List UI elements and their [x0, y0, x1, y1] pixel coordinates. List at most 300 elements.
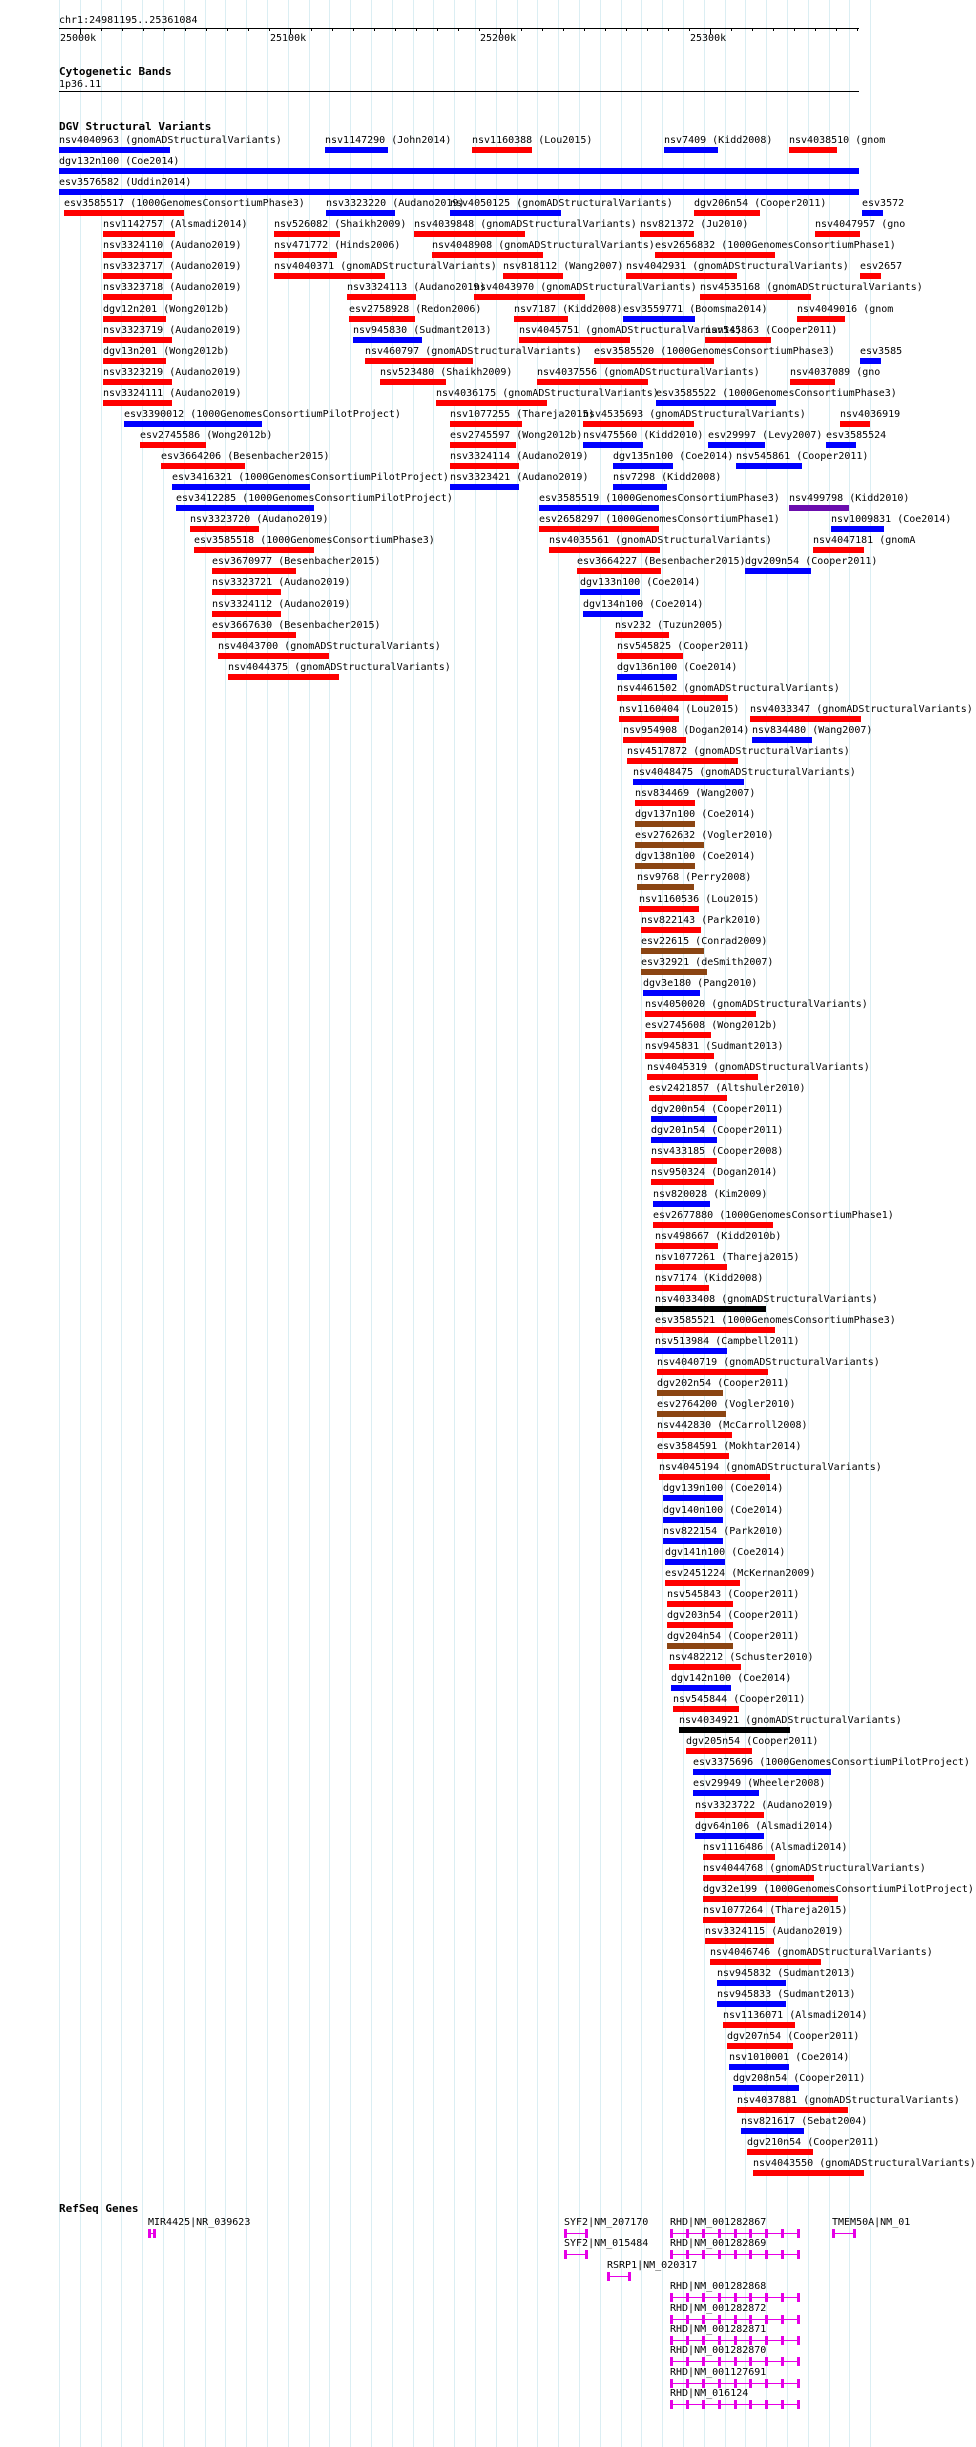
- variant-label[interactable]: nsv4040719 (gnomADStructuralVariants): [657, 1357, 880, 1368]
- variant-label[interactable]: nsv4043970 (gnomADStructuralVariants): [474, 282, 697, 293]
- variant-label[interactable]: nsv1077261 (Thareja2015): [655, 1252, 800, 1263]
- variant-bar[interactable]: [59, 168, 859, 174]
- gene-exon[interactable]: [797, 2229, 800, 2238]
- variant-bar[interactable]: [212, 568, 296, 574]
- variant-label[interactable]: nsv1116486 (Alsmadi2014): [703, 1842, 848, 1853]
- variant-label[interactable]: esv2758928 (Redon2006): [349, 304, 482, 315]
- variant-label[interactable]: dgv64n106 (Alsmadi2014): [695, 1821, 834, 1832]
- variant-label[interactable]: nsv475560 (Kidd2010): [583, 430, 704, 441]
- variant-label[interactable]: nsv820028 (Kim2009): [653, 1189, 768, 1200]
- variant-bar[interactable]: [326, 210, 395, 216]
- gene-exon[interactable]: [702, 2293, 705, 2302]
- variant-bar[interactable]: [700, 294, 811, 300]
- variant-bar[interactable]: [617, 674, 677, 680]
- variant-label[interactable]: nsv498667 (Kidd2010b): [655, 1231, 782, 1242]
- variant-label[interactable]: esv3375696 (1000GenomesConsortiumPilotProject): [693, 1757, 970, 1768]
- gene-exon[interactable]: [686, 2400, 689, 2409]
- variant-bar[interactable]: [103, 400, 172, 406]
- variant-label[interactable]: nsv1010001 (Coe2014): [729, 2052, 850, 2063]
- variant-bar[interactable]: [737, 2107, 848, 2113]
- variant-label[interactable]: nsv818112 (Wang2007): [503, 261, 624, 272]
- variant-bar[interactable]: [703, 1854, 775, 1860]
- variant-label[interactable]: nsv4040963 (gnomADStructuralVariants): [59, 135, 282, 146]
- variant-bar[interactable]: [727, 2043, 793, 2049]
- gene-exon[interactable]: [670, 2357, 673, 2366]
- gene-exon[interactable]: [781, 2400, 784, 2409]
- gene-exon[interactable]: [734, 2357, 737, 2366]
- variant-bar[interactable]: [140, 442, 206, 448]
- variant-label[interactable]: esv3585524: [826, 430, 887, 441]
- variant-label[interactable]: nsv4517872 (gnomADStructuralVariants): [627, 746, 850, 757]
- variant-label[interactable]: nsv4049016 (gnom: [797, 304, 894, 315]
- gene-exon[interactable]: [718, 2315, 721, 2324]
- variant-bar[interactable]: [59, 147, 170, 153]
- gene-exon[interactable]: [749, 2293, 752, 2302]
- gene-exon[interactable]: [670, 2379, 673, 2388]
- gene-exon[interactable]: [670, 2293, 673, 2302]
- variant-label[interactable]: nsv4042931 (gnomADStructuralVariants): [626, 261, 849, 272]
- gene-exon[interactable]: [797, 2250, 800, 2259]
- variant-bar[interactable]: [655, 1285, 709, 1291]
- variant-bar[interactable]: [789, 147, 837, 153]
- variant-label[interactable]: nsv834469 (Wang2007): [635, 788, 756, 799]
- variant-bar[interactable]: [583, 442, 643, 448]
- variant-bar[interactable]: [450, 484, 519, 490]
- variant-bar[interactable]: [665, 1559, 725, 1565]
- variant-label[interactable]: esv2421857 (Altshuler2010): [649, 1083, 806, 1094]
- variant-bar[interactable]: [635, 821, 695, 827]
- variant-bar[interactable]: [450, 463, 519, 469]
- gene-exon[interactable]: [765, 2293, 768, 2302]
- variant-label[interactable]: nsv4461502 (gnomADStructuralVariants): [617, 683, 840, 694]
- variant-bar[interactable]: [103, 294, 172, 300]
- gene-exon[interactable]: [718, 2357, 721, 2366]
- variant-bar[interactable]: [645, 1053, 714, 1059]
- variant-label[interactable]: nsv1077264 (Thareja2015): [703, 1905, 848, 1916]
- variant-bar[interactable]: [633, 779, 744, 785]
- variant-label[interactable]: nsv4043700 (gnomADStructuralVariants): [218, 641, 441, 652]
- variant-bar[interactable]: [679, 1727, 790, 1733]
- variant-label[interactable]: esv22615 (Conrad2009): [641, 936, 768, 947]
- variant-label[interactable]: nsv4034921 (gnomADStructuralVariants): [679, 1715, 902, 1726]
- variant-label[interactable]: nsv834480 (Wang2007): [752, 725, 873, 736]
- variant-bar[interactable]: [103, 252, 172, 258]
- variant-bar[interactable]: [736, 463, 802, 469]
- variant-label[interactable]: nsv822154 (Park2010): [663, 1526, 784, 1537]
- gene-exon[interactable]: [734, 2315, 737, 2324]
- variant-label[interactable]: nsv545844 (Cooper2011): [673, 1694, 806, 1705]
- variant-label[interactable]: nsv1160536 (Lou2015): [639, 894, 760, 905]
- variant-label[interactable]: dgv206n54 (Cooper2011): [694, 198, 827, 209]
- variant-label[interactable]: esv32921 (deSmith2007): [641, 957, 774, 968]
- variant-bar[interactable]: [797, 316, 845, 322]
- gene-exon[interactable]: [749, 2336, 752, 2345]
- variant-bar[interactable]: [667, 1622, 733, 1628]
- gene-label[interactable]: RHD|NM_001282872: [670, 2303, 767, 2314]
- variant-label[interactable]: esv2745597 (Wong2012b): [450, 430, 583, 441]
- variant-bar[interactable]: [657, 1369, 768, 1375]
- variant-bar[interactable]: [212, 611, 281, 617]
- variant-bar[interactable]: [663, 1538, 723, 1544]
- variant-bar[interactable]: [347, 294, 416, 300]
- variant-bar[interactable]: [274, 273, 385, 279]
- variant-bar[interactable]: [643, 990, 700, 996]
- variant-label[interactable]: nsv4050125 (gnomADStructuralVariants): [450, 198, 673, 209]
- variant-label[interactable]: nsv821617 (Sebat2004): [741, 2116, 868, 2127]
- variant-bar[interactable]: [549, 547, 660, 553]
- variant-label[interactable]: dgv140n100 (Coe2014): [663, 1505, 784, 1516]
- variant-bar[interactable]: [450, 421, 522, 427]
- variant-label[interactable]: nsv3323722 (Audano2019): [695, 1800, 834, 1811]
- variant-label[interactable]: dgv208n54 (Cooper2011): [733, 2073, 866, 2084]
- gene-label[interactable]: SYF2|NM_015484: [564, 2238, 649, 2249]
- gene-exon[interactable]: [765, 2250, 768, 2259]
- variant-label[interactable]: nsv1136071 (Alsmadi2014): [723, 2010, 868, 2021]
- variant-bar[interactable]: [686, 1748, 752, 1754]
- gene-label[interactable]: RSRP1|NM_020317: [607, 2260, 698, 2271]
- variant-bar[interactable]: [657, 1453, 729, 1459]
- variant-bar[interactable]: [103, 379, 172, 385]
- variant-bar[interactable]: [619, 716, 679, 722]
- variant-bar[interactable]: [537, 379, 648, 385]
- variant-label[interactable]: nsv3323220 (Audano2019): [326, 198, 465, 209]
- variant-label[interactable]: nsv545825 (Cooper2011): [617, 641, 750, 652]
- variant-label[interactable]: nsv3323219 (Audano2019): [103, 367, 242, 378]
- variant-bar[interactable]: [474, 294, 585, 300]
- variant-bar[interactable]: [103, 337, 172, 343]
- variant-bar[interactable]: [653, 1201, 710, 1207]
- variant-bar[interactable]: [617, 695, 728, 701]
- variant-label[interactable]: dgv210n54 (Cooper2011): [747, 2137, 880, 2148]
- gene-exon[interactable]: [585, 2250, 588, 2259]
- variant-bar[interactable]: [580, 589, 640, 595]
- variant-label[interactable]: dgv135n100 (Coe2014): [613, 451, 734, 462]
- variant-label[interactable]: nsv232 (Tuzun2005): [615, 620, 724, 631]
- variant-label[interactable]: nsv4535693 (gnomADStructuralVariants): [583, 409, 806, 420]
- variant-label[interactable]: dgv209n54 (Cooper2011): [745, 556, 878, 567]
- variant-bar[interactable]: [472, 147, 532, 153]
- variant-bar[interactable]: [635, 863, 695, 869]
- variant-bar[interactable]: [436, 400, 547, 406]
- gene-exon[interactable]: [702, 2379, 705, 2388]
- variant-bar[interactable]: [503, 273, 563, 279]
- gene-exon[interactable]: [686, 2229, 689, 2238]
- variant-label[interactable]: esv2745608 (Wong2012b): [645, 1020, 778, 1031]
- variant-label[interactable]: dgv205n54 (Cooper2011): [686, 1736, 819, 1747]
- variant-bar[interactable]: [450, 442, 516, 448]
- variant-label[interactable]: esv3585518 (1000GenomesConsortiumPhase3): [194, 535, 435, 546]
- gene-exon[interactable]: [749, 2379, 752, 2388]
- variant-label[interactable]: nsv3323721 (Audano2019): [212, 577, 351, 588]
- variant-label[interactable]: nsv442830 (McCarroll2008): [657, 1420, 808, 1431]
- gene-label[interactable]: RHD|NM_001282871: [670, 2324, 767, 2335]
- gene-exon[interactable]: [765, 2336, 768, 2345]
- variant-label[interactable]: nsv1160404 (Lou2015): [619, 704, 740, 715]
- variant-bar[interactable]: [218, 653, 329, 659]
- gene-exon[interactable]: [628, 2272, 631, 2281]
- variant-bar[interactable]: [831, 526, 884, 532]
- variant-label[interactable]: nsv822143 (Park2010): [641, 915, 762, 926]
- variant-bar[interactable]: [651, 1158, 717, 1164]
- variant-label[interactable]: esv3412285 (1000GenomesConsortiumPilotProject): [176, 493, 453, 504]
- variant-bar[interactable]: [539, 526, 659, 532]
- variant-bar[interactable]: [583, 421, 694, 427]
- variant-label[interactable]: nsv4033408 (gnomADStructuralVariants): [655, 1294, 878, 1305]
- variant-bar[interactable]: [860, 273, 881, 279]
- variant-bar[interactable]: [790, 379, 835, 385]
- variant-label[interactable]: esv3584591 (Mokhtar2014): [657, 1441, 802, 1452]
- gene-exon[interactable]: [734, 2379, 737, 2388]
- variant-bar[interactable]: [450, 210, 561, 216]
- gene-exon[interactable]: [734, 2336, 737, 2345]
- variant-bar[interactable]: [789, 505, 849, 511]
- variant-bar[interactable]: [695, 1833, 764, 1839]
- gene-exon[interactable]: [749, 2250, 752, 2259]
- variant-label[interactable]: nsv499798 (Kidd2010): [789, 493, 910, 504]
- variant-bar[interactable]: [750, 716, 861, 722]
- variant-bar[interactable]: [673, 1706, 739, 1712]
- gene-exon[interactable]: [718, 2293, 721, 2302]
- gene-exon[interactable]: [797, 2400, 800, 2409]
- variant-label[interactable]: nsv4037556 (gnomADStructuralVariants): [537, 367, 760, 378]
- variant-bar[interactable]: [647, 1074, 758, 1080]
- gene-exon[interactable]: [734, 2293, 737, 2302]
- gene-exon[interactable]: [686, 2315, 689, 2324]
- variant-bar[interactable]: [667, 1643, 733, 1649]
- variant-bar[interactable]: [705, 337, 771, 343]
- variant-bar[interactable]: [655, 1243, 718, 1249]
- gene-exon[interactable]: [765, 2315, 768, 2324]
- gene-exon[interactable]: [686, 2293, 689, 2302]
- variant-label[interactable]: nsv4044375 (gnomADStructuralVariants): [228, 662, 451, 673]
- variant-bar[interactable]: [353, 337, 422, 343]
- variant-label[interactable]: dgv32e199 (1000GenomesConsortiumPilotProject): [703, 1884, 974, 1895]
- variant-bar[interactable]: [645, 1032, 711, 1038]
- gene-exon[interactable]: [718, 2229, 721, 2238]
- gene-exon[interactable]: [702, 2336, 705, 2345]
- variant-label[interactable]: nsv9768 (Perry2008): [637, 872, 752, 883]
- variant-bar[interactable]: [745, 568, 811, 574]
- variant-bar[interactable]: [655, 1264, 727, 1270]
- variant-label[interactable]: nsv4039848 (gnomADStructuralVariants): [414, 219, 637, 230]
- gene-exon[interactable]: [670, 2315, 673, 2324]
- gene-exon[interactable]: [734, 2250, 737, 2259]
- variant-bar[interactable]: [840, 421, 870, 427]
- gene-exon[interactable]: [797, 2293, 800, 2302]
- gene-exon[interactable]: [718, 2379, 721, 2388]
- variant-bar[interactable]: [747, 2149, 813, 2155]
- variant-label[interactable]: nsv945833 (Sudmant2013): [717, 1989, 856, 2000]
- variant-bar[interactable]: [729, 2064, 789, 2070]
- variant-bar[interactable]: [176, 505, 314, 511]
- variant-label[interactable]: dgv207n54 (Cooper2011): [727, 2031, 860, 2042]
- variant-label[interactable]: nsv4036919: [840, 409, 901, 420]
- variant-label[interactable]: nsv4045319 (gnomADStructuralVariants): [647, 1062, 870, 1073]
- gene-exon[interactable]: [607, 2272, 610, 2281]
- variant-bar[interactable]: [649, 1095, 727, 1101]
- variant-bar[interactable]: [325, 147, 388, 153]
- gene-exon[interactable]: [781, 2315, 784, 2324]
- variant-label[interactable]: dgv202n54 (Cooper2011): [657, 1378, 790, 1389]
- gene-exon[interactable]: [702, 2229, 705, 2238]
- variant-label[interactable]: esv29997 (Levy2007): [708, 430, 823, 441]
- variant-bar[interactable]: [365, 358, 473, 364]
- variant-label[interactable]: esv3585521 (1000GenomesConsortiumPhase3): [655, 1315, 896, 1326]
- variant-bar[interactable]: [641, 969, 707, 975]
- variant-label[interactable]: nsv3323718 (Audano2019): [103, 282, 242, 293]
- variant-label[interactable]: nsv3324115 (Audano2019): [705, 1926, 844, 1937]
- gene-exon[interactable]: [781, 2336, 784, 2345]
- variant-bar[interactable]: [577, 568, 661, 574]
- variant-bar[interactable]: [637, 884, 694, 890]
- gene-exon[interactable]: [749, 2315, 752, 2324]
- variant-bar[interactable]: [623, 316, 695, 322]
- gene-exon[interactable]: [832, 2229, 835, 2238]
- variant-label[interactable]: nsv4036175 (gnomADStructuralVariants): [436, 388, 659, 399]
- variant-bar[interactable]: [862, 210, 883, 216]
- variant-bar[interactable]: [655, 252, 775, 258]
- variant-label[interactable]: dgv136n100 (Coe2014): [617, 662, 738, 673]
- variant-bar[interactable]: [717, 1980, 786, 1986]
- variant-bar[interactable]: [539, 505, 659, 511]
- variant-bar[interactable]: [753, 2170, 864, 2176]
- gene-exon[interactable]: [781, 2229, 784, 2238]
- variant-label[interactable]: nsv4040371 (gnomADStructuralVariants): [274, 261, 497, 272]
- variant-label[interactable]: dgv204n54 (Cooper2011): [667, 1631, 800, 1642]
- gene-exon[interactable]: [718, 2400, 721, 2409]
- variant-bar[interactable]: [693, 1769, 831, 1775]
- variant-label[interactable]: esv2762632 (Vogler2010): [635, 830, 774, 841]
- variant-bar[interactable]: [212, 632, 296, 638]
- variant-label[interactable]: nsv471772 (Hinds2006): [274, 240, 401, 251]
- gene-exon[interactable]: [564, 2250, 567, 2259]
- variant-label[interactable]: esv2656832 (1000GenomesConsortiumPhase1): [655, 240, 896, 251]
- variant-bar[interactable]: [723, 2022, 795, 2028]
- gene-exon[interactable]: [749, 2400, 752, 2409]
- gene-exon[interactable]: [670, 2400, 673, 2409]
- variant-bar[interactable]: [190, 526, 259, 532]
- gene-exon[interactable]: [765, 2357, 768, 2366]
- variant-label[interactable]: nsv821372 (Ju2010): [640, 219, 749, 230]
- variant-label[interactable]: nsv945832 (Sudmant2013): [717, 1968, 856, 1979]
- variant-label[interactable]: esv2657: [860, 261, 903, 272]
- variant-bar[interactable]: [274, 252, 337, 258]
- gene-label[interactable]: SYF2|NM_207170: [564, 2217, 649, 2228]
- variant-bar[interactable]: [349, 316, 415, 322]
- variant-label[interactable]: dgv134n100 (Coe2014): [583, 599, 704, 610]
- gene-exon[interactable]: [797, 2379, 800, 2388]
- variant-label[interactable]: nsv513984 (Campbell2011): [655, 1336, 800, 1347]
- variant-label[interactable]: nsv4048908 (gnomADStructuralVariants): [432, 240, 655, 251]
- variant-bar[interactable]: [623, 737, 686, 743]
- variant-bar[interactable]: [172, 484, 310, 490]
- variant-bar[interactable]: [641, 927, 701, 933]
- variant-label[interactable]: nsv3323720 (Audano2019): [190, 514, 329, 525]
- variant-label[interactable]: dgv137n100 (Coe2014): [635, 809, 756, 820]
- variant-bar[interactable]: [657, 1390, 723, 1396]
- variant-bar[interactable]: [414, 231, 525, 237]
- variant-label[interactable]: dgv200n54 (Cooper2011): [651, 1104, 784, 1115]
- variant-bar[interactable]: [212, 589, 281, 595]
- gene-exon[interactable]: [797, 2336, 800, 2345]
- gene-label[interactable]: RHD|NM_001282870: [670, 2345, 767, 2356]
- variant-bar[interactable]: [710, 1959, 821, 1965]
- variant-bar[interactable]: [626, 273, 737, 279]
- variant-label[interactable]: nsv4047181 (gnomA: [813, 535, 916, 546]
- variant-bar[interactable]: [860, 358, 881, 364]
- variant-bar[interactable]: [703, 1875, 814, 1881]
- variant-bar[interactable]: [645, 1011, 756, 1017]
- variant-label[interactable]: esv3667630 (Besenbacher2015): [212, 620, 381, 631]
- gene-exon[interactable]: [148, 2229, 151, 2238]
- variant-label[interactable]: nsv3324112 (Audano2019): [212, 599, 351, 610]
- gene-label[interactable]: TMEM50A|NM_01: [832, 2217, 911, 2228]
- variant-label[interactable]: dgv3e180 (Pang2010): [643, 978, 758, 989]
- gene-exon[interactable]: [564, 2229, 567, 2238]
- variant-label[interactable]: esv2677880 (1000GenomesConsortiumPhase1): [653, 1210, 894, 1221]
- variant-label[interactable]: esv2658297 (1000GenomesConsortiumPhase1): [539, 514, 780, 525]
- variant-bar[interactable]: [671, 1685, 731, 1691]
- variant-label[interactable]: nsv4045194 (gnomADStructuralVariants): [659, 1462, 882, 1473]
- variant-bar[interactable]: [583, 611, 643, 617]
- variant-label[interactable]: nsv3324111 (Audano2019): [103, 388, 242, 399]
- variant-label[interactable]: nsv7409 (Kidd2008): [664, 135, 773, 146]
- variant-label[interactable]: dgv139n100 (Coe2014): [663, 1483, 784, 1494]
- variant-label[interactable]: nsv4043550 (gnomADStructuralVariants): [753, 2158, 976, 2169]
- variant-label[interactable]: nsv523480 (Shaikh2009): [380, 367, 513, 378]
- gene-exon[interactable]: [765, 2400, 768, 2409]
- variant-bar[interactable]: [813, 547, 864, 553]
- variant-bar[interactable]: [659, 1474, 770, 1480]
- variant-label[interactable]: nsv1160388 (Lou2015): [472, 135, 593, 146]
- variant-bar[interactable]: [651, 1137, 717, 1143]
- variant-label[interactable]: esv3390012 (1000GenomesConsortiumPilotProject): [124, 409, 401, 420]
- variant-label[interactable]: nsv1142757 (Alsmadi2014): [103, 219, 248, 230]
- variant-label[interactable]: nsv4037881 (gnomADStructuralVariants): [737, 2095, 960, 2106]
- variant-label[interactable]: esv2764200 (Vogler2010): [657, 1399, 796, 1410]
- gene-exon[interactable]: [686, 2379, 689, 2388]
- variant-label[interactable]: esv3585522 (1000GenomesConsortiumPhase3): [656, 388, 897, 399]
- gene-label[interactable]: RHD|NM_001282867: [670, 2217, 767, 2228]
- variant-bar[interactable]: [124, 421, 262, 427]
- variant-label[interactable]: nsv3323717 (Audano2019): [103, 261, 242, 272]
- variant-bar[interactable]: [635, 842, 704, 848]
- variant-bar[interactable]: [717, 2001, 786, 2007]
- variant-bar[interactable]: [640, 231, 694, 237]
- gene-label[interactable]: RHD|NM_001282869: [670, 2238, 767, 2249]
- variant-label[interactable]: esv3559771 (Boomsma2014): [623, 304, 768, 315]
- variant-bar[interactable]: [613, 463, 673, 469]
- variant-bar[interactable]: [103, 273, 172, 279]
- variant-label[interactable]: dgv142n100 (Coe2014): [671, 1673, 792, 1684]
- variant-bar[interactable]: [655, 1348, 727, 1354]
- gene-exon[interactable]: [702, 2315, 705, 2324]
- variant-bar[interactable]: [103, 231, 175, 237]
- variant-label[interactable]: nsv945831 (Sudmant2013): [645, 1041, 784, 1052]
- gene-exon[interactable]: [702, 2357, 705, 2366]
- variant-label[interactable]: nsv4048475 (gnomADStructuralVariants): [633, 767, 856, 778]
- gene-exon[interactable]: [797, 2357, 800, 2366]
- variant-bar[interactable]: [514, 316, 568, 322]
- gene-exon[interactable]: [734, 2229, 737, 2238]
- variant-bar[interactable]: [274, 231, 340, 237]
- variant-bar[interactable]: [663, 1517, 723, 1523]
- variant-bar[interactable]: [651, 1116, 717, 1122]
- variant-label[interactable]: esv3576582 (Uddin2014): [59, 177, 192, 188]
- variant-label[interactable]: esv3585520 (1000GenomesConsortiumPhase3): [594, 346, 835, 357]
- variant-label[interactable]: nsv433185 (Cooper2008): [651, 1146, 784, 1157]
- gene-exon[interactable]: [781, 2250, 784, 2259]
